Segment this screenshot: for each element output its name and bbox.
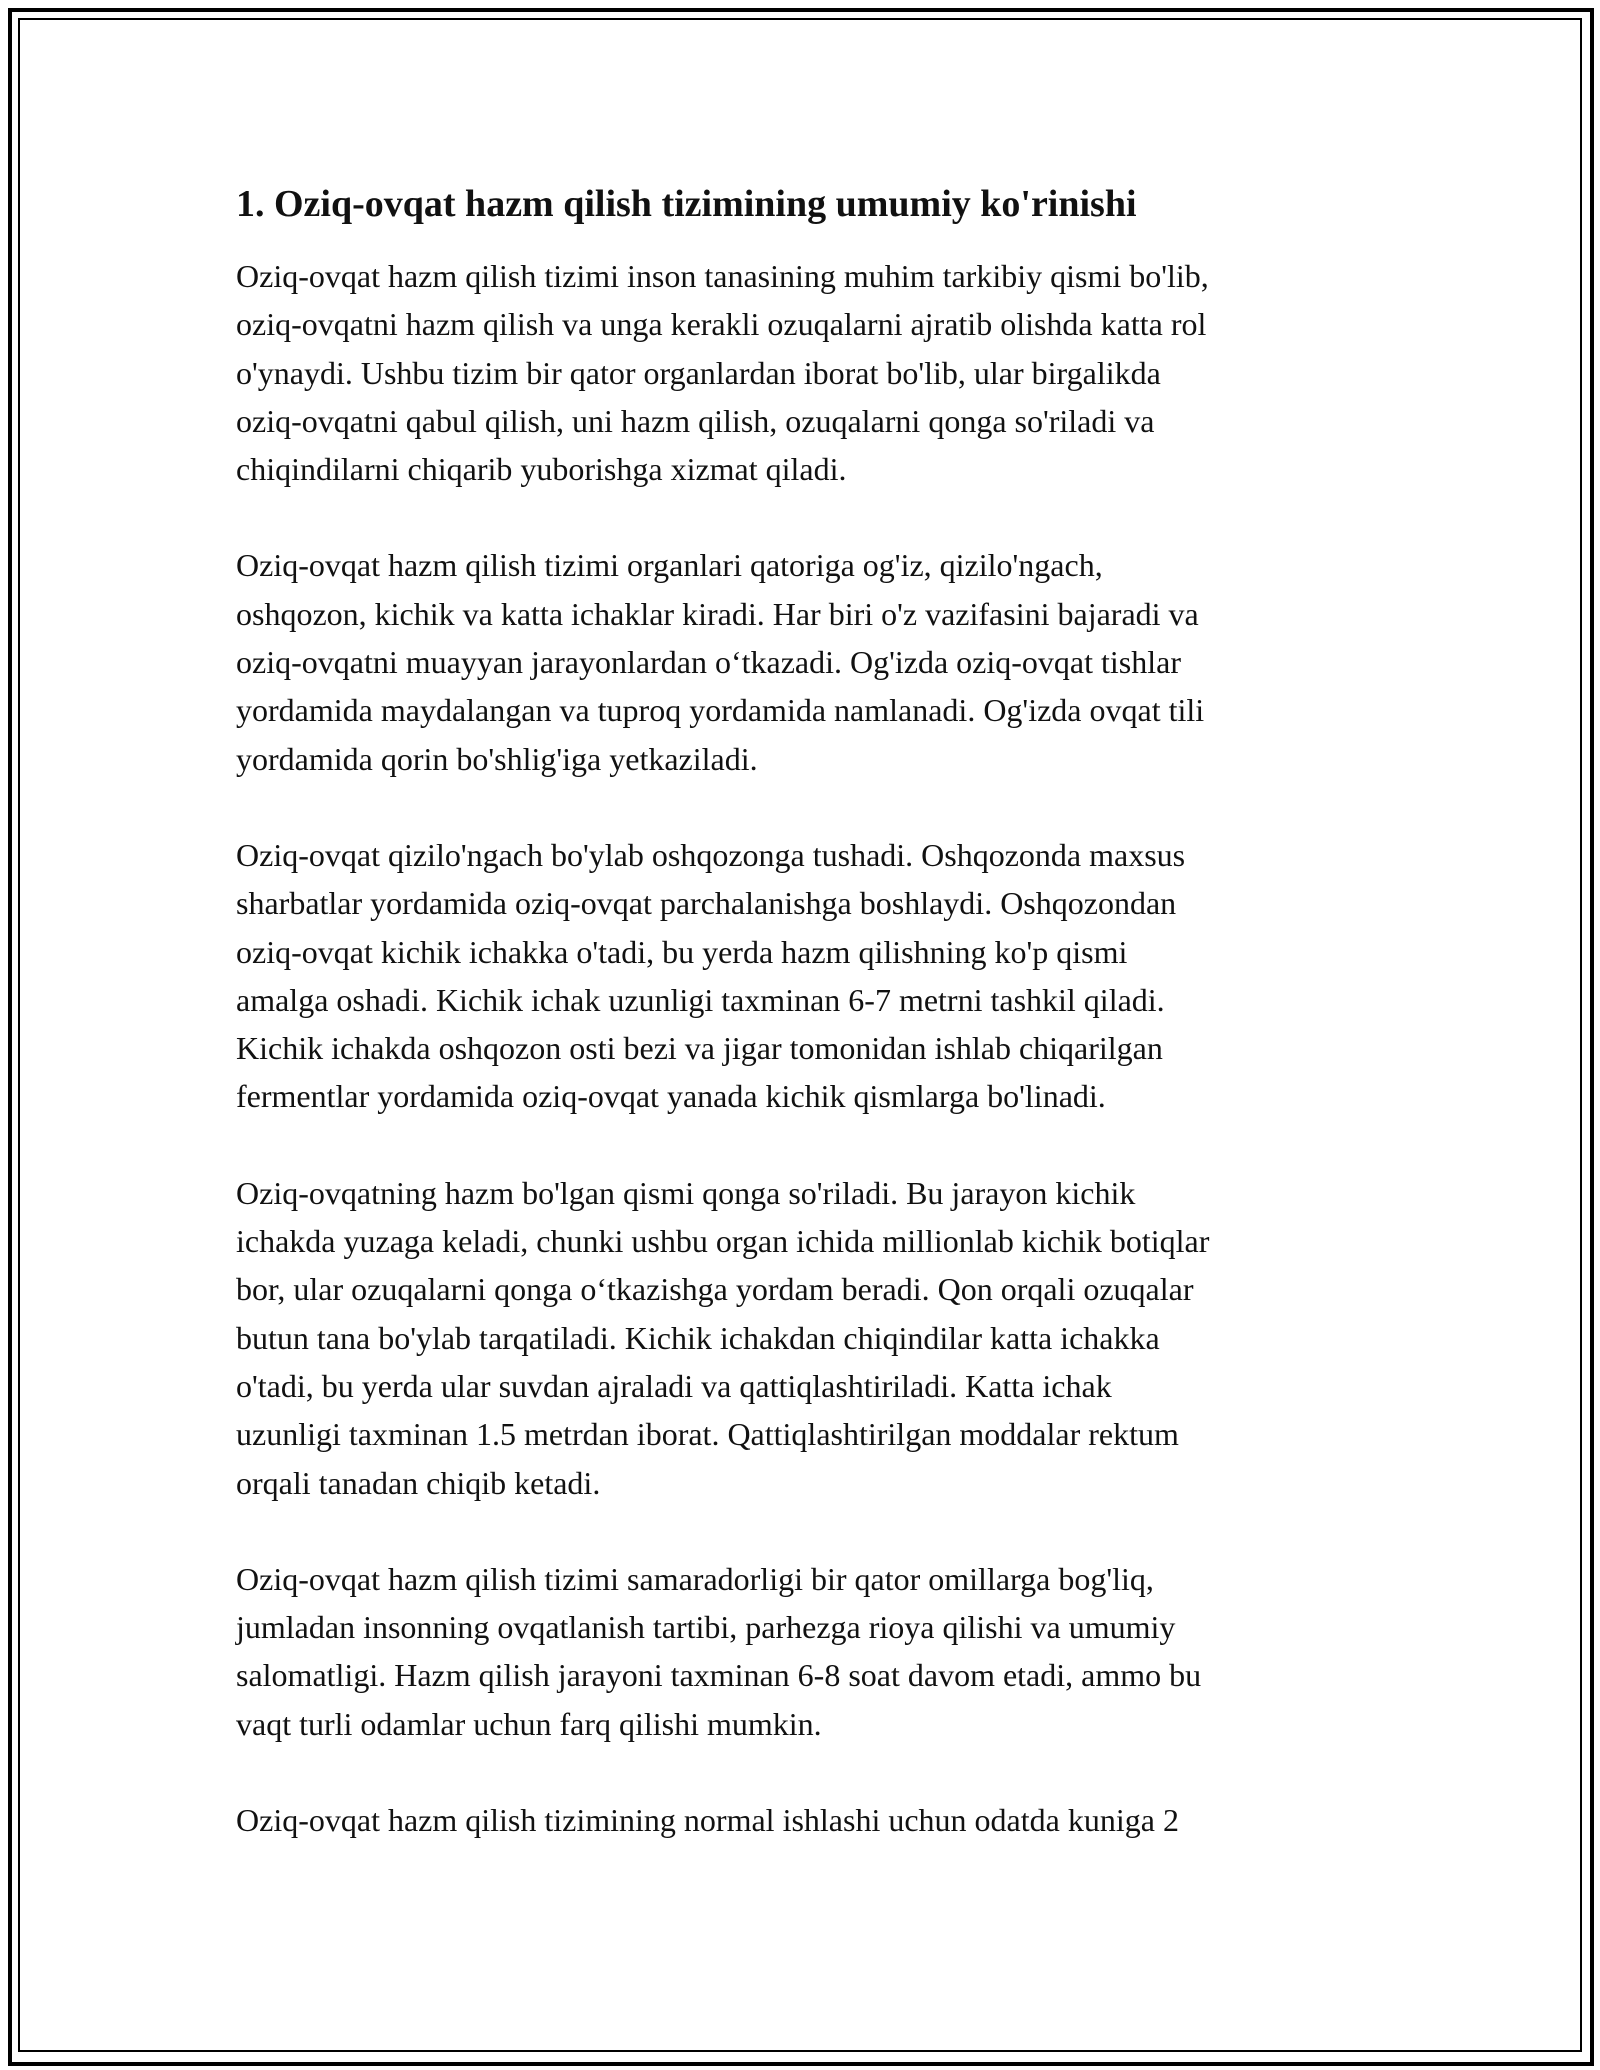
text-line: oziq-ovqat kichik ichakka o'tadi, bu yerda hazm qilishning ko'p qismi <box>236 933 1128 970</box>
text-line: Oziq-ovqat hazm qilish tizimi samaradorligi bir qator omillarga bog'liq, <box>236 1560 1154 1597</box>
text-line: Oziq-ovqat hazm qilish tizimi organlari qatoriga og'iz, qizilo'ngach, <box>236 547 1103 584</box>
text-line: Kichik ichakda oshqozon osti bezi va jigar tomonidan ishlab chiqarilgan <box>236 1030 1163 1067</box>
text-line: Oziq-ovqatning hazm bo'lgan qismi qonga so'riladi. Bu jarayon kichik <box>236 1174 1136 1211</box>
text-line: Oziq-ovqat hazm qilish tizimining normal ishlashi uchun odatda kuniga 2 <box>236 1802 1179 1839</box>
text-line: jumladan insonning ovqatlanish tartibi, parhezga rioya qilishi va umumiy <box>236 1609 1176 1646</box>
text-line: amalga oshadi. Kichik ichak uzunligi taxminan 6-7 metrni tashkil qiladi. <box>236 981 1165 1018</box>
text-line: o'tadi, bu yerda ular suvdan ajraladi va qattiqlashtiriladi. Katta ichak <box>236 1367 1112 1404</box>
text-line: fermentlar yordamida oziq-ovqat yanada kichik qismlarga bo'linadi. <box>236 1078 1106 1115</box>
paragraph-6 <box>236 1796 1366 1844</box>
text-line: yordamida qorin bo'shlig'iga yetkaziladi. <box>236 740 758 777</box>
text-line: butun tana bo'ylab tarqatiladi. Kichik ichakdan chiqindilar katta ichakka <box>236 1319 1160 1356</box>
text-line: oziq-ovqatni qabul qilish, uni hazm qilish, ozuqalarni qonga so'riladi va <box>236 402 1155 439</box>
paragraph-4 <box>236 1169 1366 1507</box>
document-body <box>236 178 1366 1892</box>
text-line: oziq-ovqatni hazm qilish va unga kerakli ozuqalarni ajratib olishda katta rol <box>236 306 1207 343</box>
text-line: Oziq-ovqat qizilo'ngach bo'ylab oshqozonga tushadi. Oshqozonda maxsus <box>236 836 1186 873</box>
text-line: oziq-ovqatni muayyan jarayonlardan oʻtkazadi. Og'izda oziq-ovqat tishlar <box>236 644 1181 681</box>
text-line: yordamida maydalangan va tuproq yordamida namlanadi. Og'izda ovqat tili <box>236 692 1205 729</box>
section-heading: 1. Oziq-ovqat hazm qilish tizimining umumiy ko'rinishi <box>236 183 1137 225</box>
text-line: vaqt turli odamlar uchun farq qilishi mumkin. <box>236 1705 822 1742</box>
text-line: o'ynaydi. Ushbu tizim bir qator organlardan iborat bo'lib, ular birgalikda <box>236 354 1161 391</box>
paragraph-5 <box>236 1555 1366 1748</box>
text-line: chiqindilarni chiqarib yuborishga xizmat qiladi. <box>236 451 847 488</box>
text-line: orqali tanadan chiqib ketadi. <box>236 1464 601 1501</box>
text-line: bor, ular ozuqalarni qonga oʻtkazishga yordam beradi. Qon orqali ozuqalar <box>236 1271 1194 1308</box>
text-line: salomatligi. Hazm qilish jarayoni taxminan 6-8 soat davom etadi, ammo bu <box>236 1657 1202 1694</box>
paragraph-3 <box>236 831 1366 1121</box>
text-line: sharbatlar yordamida oziq-ovqat parchalanishga boshlaydi. Oshqozondan <box>236 885 1177 922</box>
text-line: Oziq-ovqat hazm qilish tizimi inson tanasining muhim tarkibiy qismi bo'lib, <box>236 258 1209 294</box>
text-line: ichakda yuzaga keladi, chunki ushbu organ ichida millionlab kichik botiqlar <box>236 1223 1210 1260</box>
text-line: oshqozon, kichik va katta ichaklar kiradi. Har biri o'z vazifasini bajaradi va <box>236 595 1199 632</box>
text-line: uzunligi taxminan 1.5 metrdan iborat. Qattiqlashtirilgan moddalar rektum <box>236 1416 1179 1453</box>
paragraph-1 <box>236 252 1366 493</box>
paragraph-2 <box>236 541 1366 782</box>
